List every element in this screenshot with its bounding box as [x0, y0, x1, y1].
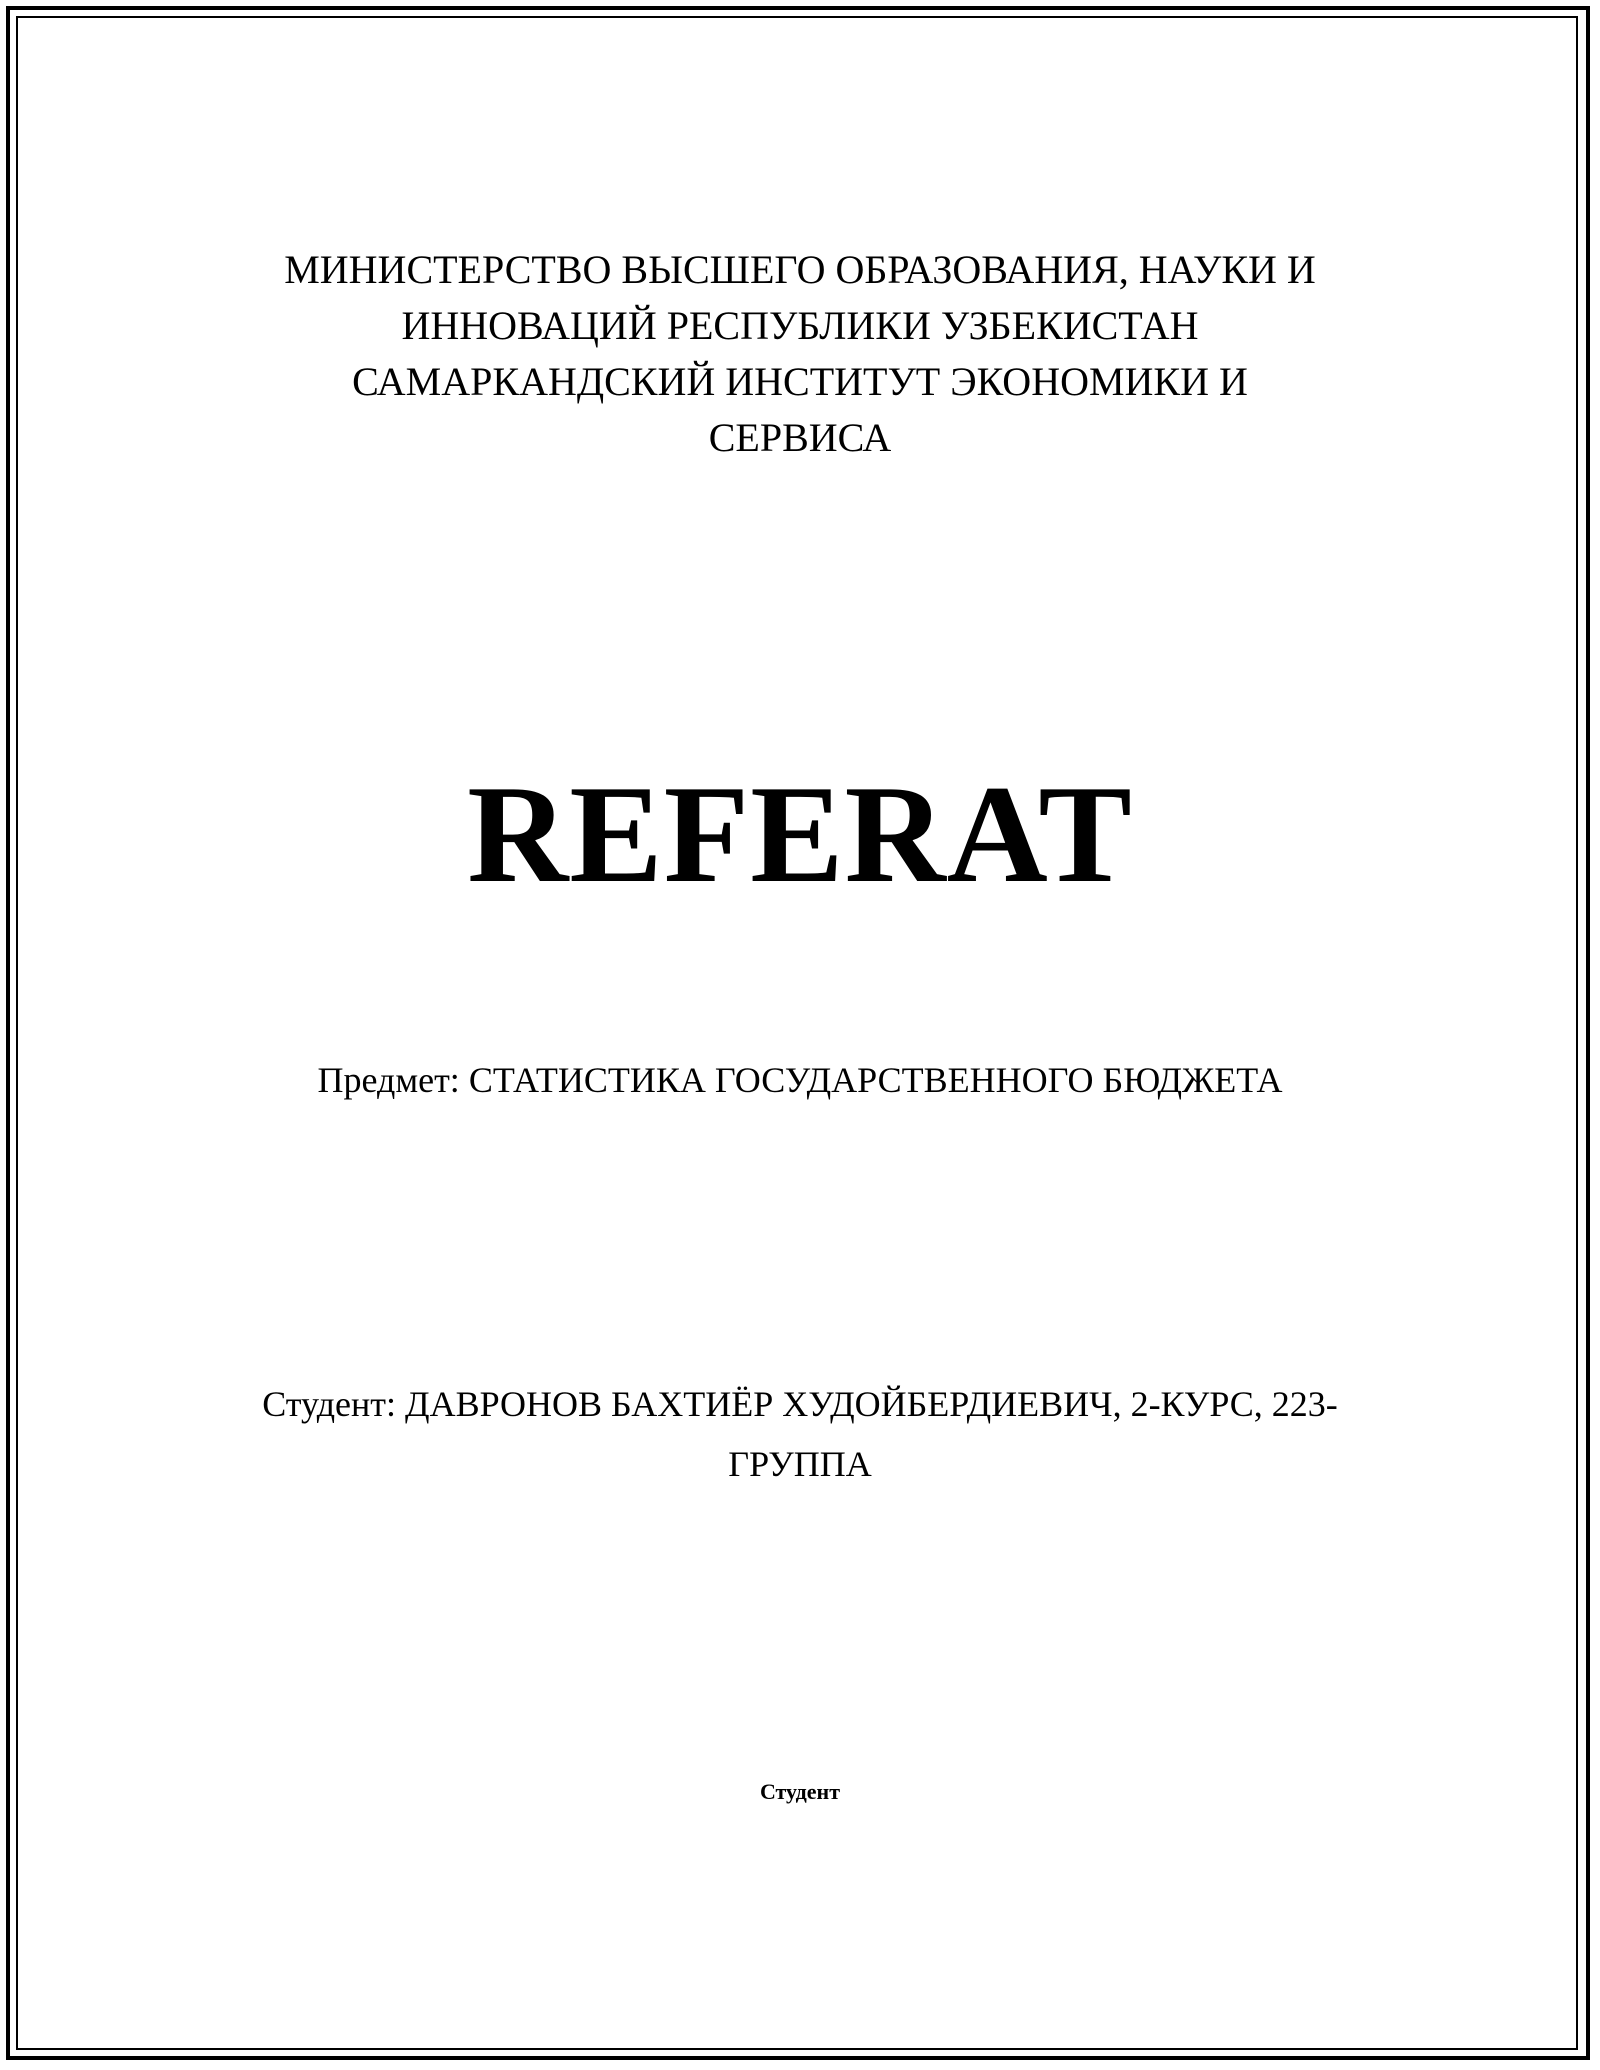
footer-student-label: Студент	[759, 1779, 841, 1804]
document-title: REFERAT	[467, 757, 1133, 912]
header-line: СЕРВИСА	[708, 415, 892, 460]
student-line: Студент: ДАВРОНОВ БАХТИЁР ХУДОЙБЕРДИЕВИЧ, 2-КУРС, 223-	[262, 1384, 1338, 1424]
header-line: САМАРКАНДСКИЙ ИНСТИТУТ ЭКОНОМИКИ И	[352, 359, 1248, 404]
institution-header	[0, 242, 1600, 466]
header-line: МИНИСТЕРСТВО ВЫСШЕГО ОБРАЗОВАНИЯ, НАУКИ И	[284, 247, 1316, 292]
student-info	[0, 1374, 1600, 1494]
subject-line: Предмет: СТАТИСТИКА ГОСУДАРСТВЕННОГО БЮДЖЕТА	[317, 1060, 1283, 1100]
student-line: ГРУППА	[728, 1444, 872, 1484]
header-line: ИННОВАЦИЙ РЕСПУБЛИКИ УЗБЕКИСТАН	[401, 303, 1199, 348]
